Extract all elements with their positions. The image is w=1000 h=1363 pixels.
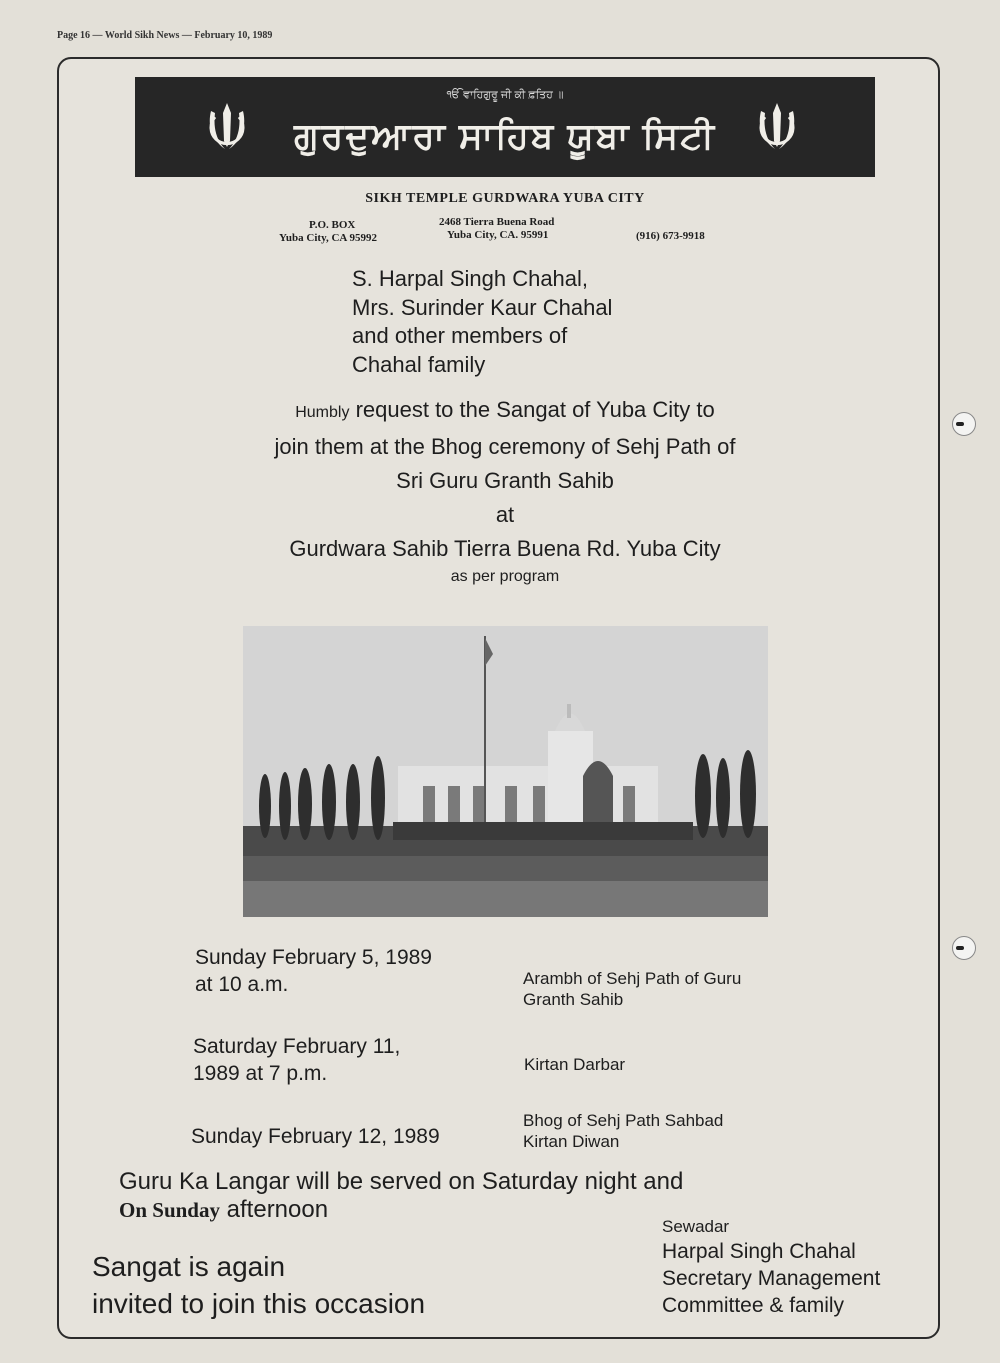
- program-event-line2: Granth Sahib: [523, 990, 624, 1009]
- request-line4: at: [495, 502, 515, 527]
- program-event: [524, 1054, 625, 1075]
- request-line1: request to the Sangat of Yuba City to: [355, 397, 715, 422]
- request-line6: as per program: [450, 568, 560, 585]
- program-event-line1: Kirtan Darbar: [524, 1055, 626, 1074]
- po-box-address: [279, 219, 377, 245]
- program-date-line1: Sunday February 5, 1989: [195, 946, 432, 969]
- gurdwara-banner: [135, 77, 875, 177]
- binder-hole: [952, 412, 976, 436]
- gurmukhi-title: ਗੁਰਦੁਆਰਾ ਸਾਹਿਬ ਯੂਬਾ ਸਿਟੀ: [293, 115, 717, 156]
- binder-hole: [952, 936, 976, 960]
- program-date: [191, 1123, 440, 1150]
- khanda-icon: [197, 97, 257, 157]
- family-line: Mrs. Surinder Kaur Chahal: [352, 294, 613, 320]
- humbly-word: Humbly: [295, 404, 350, 421]
- family-names: [352, 265, 612, 379]
- program-date-line1: Saturday February 11,: [193, 1035, 401, 1058]
- temple-title: SIKH TEMPLE GURDWARA YUBA CITY: [365, 191, 645, 206]
- family-line: Chahal family: [352, 351, 486, 377]
- street-address: [439, 216, 554, 242]
- langar-afternoon: afternoon: [226, 1196, 329, 1223]
- sewadar-name: Harpal Singh Chahal: [662, 1240, 856, 1263]
- langar-notice: [119, 1164, 683, 1228]
- program-date-line2: 1989 at 7 p.m.: [193, 1062, 328, 1085]
- invitation-text: [92, 1248, 425, 1322]
- street-line2: Yuba City, CA. 95991: [447, 229, 549, 241]
- running-head: Page 16 — World Sikh News — February 10, 1989: [57, 30, 273, 41]
- request-text: [190, 393, 820, 588]
- sewadar-title1: Secretary Management: [662, 1267, 881, 1290]
- program-event-line1: Bhog of Sehj Path Sahbad: [523, 1111, 724, 1130]
- khanda-icon: [747, 97, 807, 157]
- request-line3: Sri Guru Granth Sahib: [396, 468, 614, 493]
- langar-sunday: On Sunday: [119, 1198, 220, 1222]
- street-line1: 2468 Tierra Buena Road: [439, 216, 555, 228]
- phone-number: (916) 673-9918: [636, 230, 705, 242]
- sewadar-label: Sewadar: [662, 1217, 730, 1236]
- program-date-line2: at 10 a.m.: [195, 973, 289, 996]
- mool-mantar: ੴ ਵਾਹਿਗੁਰੂ ਜੀ ਕੀ ਫ਼ਤਿਹ ॥: [446, 89, 564, 101]
- request-line2: join them at the Bhog ceremony of Sehj Path of: [274, 434, 736, 459]
- invite-line2: invited to join this occasion: [92, 1288, 426, 1319]
- request-line5: Gurdwara Sahib Tierra Buena Rd. Yuba City: [289, 536, 721, 561]
- sewadar-title2: Committee & family: [662, 1294, 845, 1317]
- po-line2: Yuba City, CA 95992: [279, 232, 378, 244]
- langar-line1: Guru Ka Langar will be served on Saturday night and: [119, 1168, 684, 1195]
- invite-line1: Sangat is again: [92, 1251, 286, 1282]
- program-date: [193, 1033, 400, 1087]
- po-line1: P.O. BOX: [309, 219, 356, 231]
- gurdwara-photo: [243, 626, 768, 917]
- program-date: [195, 944, 432, 998]
- program-date-line1: Sunday February 12, 1989: [191, 1125, 440, 1148]
- program-event: [523, 968, 741, 1010]
- family-line: S. Harpal Singh Chahal,: [352, 266, 589, 291]
- program-event: [523, 1110, 723, 1152]
- program-event-line2: Kirtan Diwan: [523, 1132, 620, 1151]
- program-event-line1: Arambh of Sehj Path of Guru: [523, 969, 742, 988]
- family-line: and other members of: [352, 323, 568, 348]
- sewadar-block: [662, 1216, 880, 1319]
